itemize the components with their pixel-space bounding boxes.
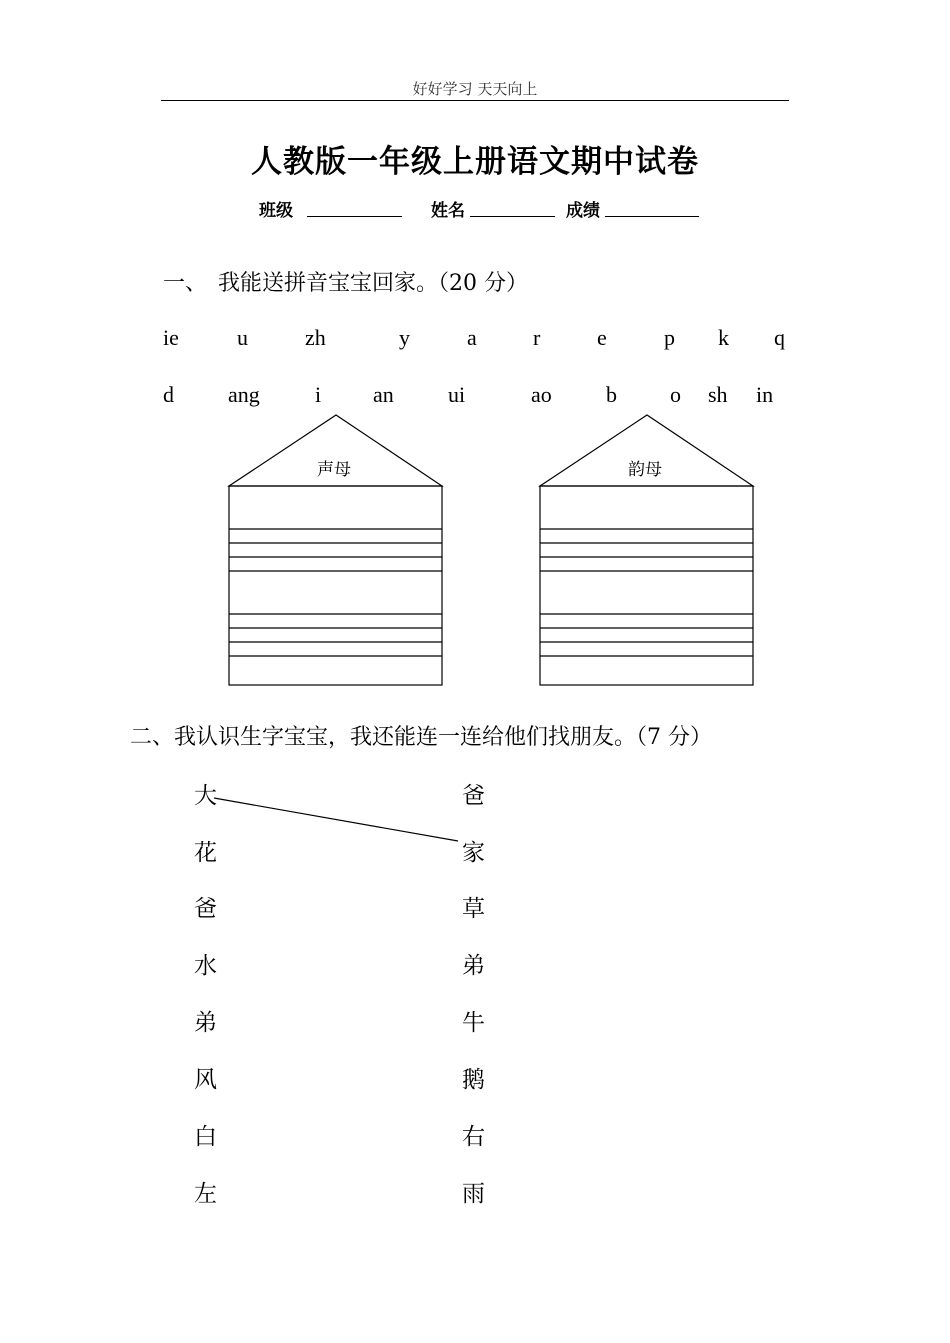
class-label: 班级 bbox=[259, 201, 293, 221]
pinyin-item: ao bbox=[531, 382, 552, 407]
pinyin-item: k bbox=[718, 325, 729, 350]
right-character[interactable]: 鹅 bbox=[462, 1067, 485, 1093]
house-right-label: 韵母 bbox=[628, 460, 662, 480]
left-character[interactable]: 弟 bbox=[194, 1010, 217, 1036]
pinyin-item: ang bbox=[228, 382, 260, 407]
pinyin-item: sh bbox=[708, 382, 728, 407]
pinyin-item: zh bbox=[305, 325, 326, 350]
right-character[interactable]: 弟 bbox=[462, 953, 485, 979]
left-character[interactable]: 左 bbox=[194, 1181, 217, 1207]
name-label: 姓名 bbox=[431, 201, 465, 221]
right-character[interactable]: 牛 bbox=[462, 1010, 485, 1036]
page-header-text: 好好学习 天天向上 bbox=[412, 80, 538, 98]
score-label: 成绩 bbox=[566, 201, 600, 221]
right-character[interactable]: 右 bbox=[462, 1124, 485, 1150]
pinyin-item: u bbox=[237, 325, 248, 350]
right-character[interactable]: 雨 bbox=[462, 1181, 485, 1207]
pinyin-item: r bbox=[533, 325, 541, 350]
pinyin-item: e bbox=[597, 325, 607, 350]
left-character[interactable]: 风 bbox=[194, 1067, 217, 1093]
left-character[interactable]: 水 bbox=[194, 953, 217, 979]
pinyin-item: b bbox=[606, 382, 617, 407]
right-character[interactable]: 家 bbox=[462, 840, 485, 866]
pinyin-item: p bbox=[664, 325, 675, 350]
left-character[interactable]: 爸 bbox=[194, 896, 217, 922]
pinyin-item: a bbox=[467, 325, 477, 350]
right-character[interactable]: 爸 bbox=[462, 783, 485, 809]
section1-title: 一、 我能送拼音宝宝回家。（20 分） bbox=[163, 271, 528, 296]
right-character[interactable]: 草 bbox=[462, 896, 485, 922]
house-left-label: 声母 bbox=[317, 460, 351, 480]
pinyin-item: an bbox=[373, 382, 394, 407]
pinyin-item: q bbox=[774, 325, 785, 350]
pinyin-item: in bbox=[756, 382, 774, 407]
pinyin-item: i bbox=[315, 382, 322, 407]
pinyin-item: ui bbox=[448, 382, 466, 407]
section2-title: 二、我认识生字宝宝，我还能连一连给他们找朋友。（7 分） bbox=[130, 725, 712, 750]
pinyin-item: y bbox=[399, 325, 410, 350]
pinyin-item: o bbox=[670, 382, 681, 407]
pinyin-item: d bbox=[163, 382, 174, 407]
left-character[interactable]: 大 bbox=[194, 783, 217, 809]
left-character[interactable]: 白 bbox=[194, 1124, 217, 1150]
page-title: 人教版一年级上册语文期中试卷 bbox=[251, 144, 699, 180]
left-character[interactable]: 花 bbox=[194, 840, 217, 866]
pinyin-item: ie bbox=[163, 325, 179, 350]
